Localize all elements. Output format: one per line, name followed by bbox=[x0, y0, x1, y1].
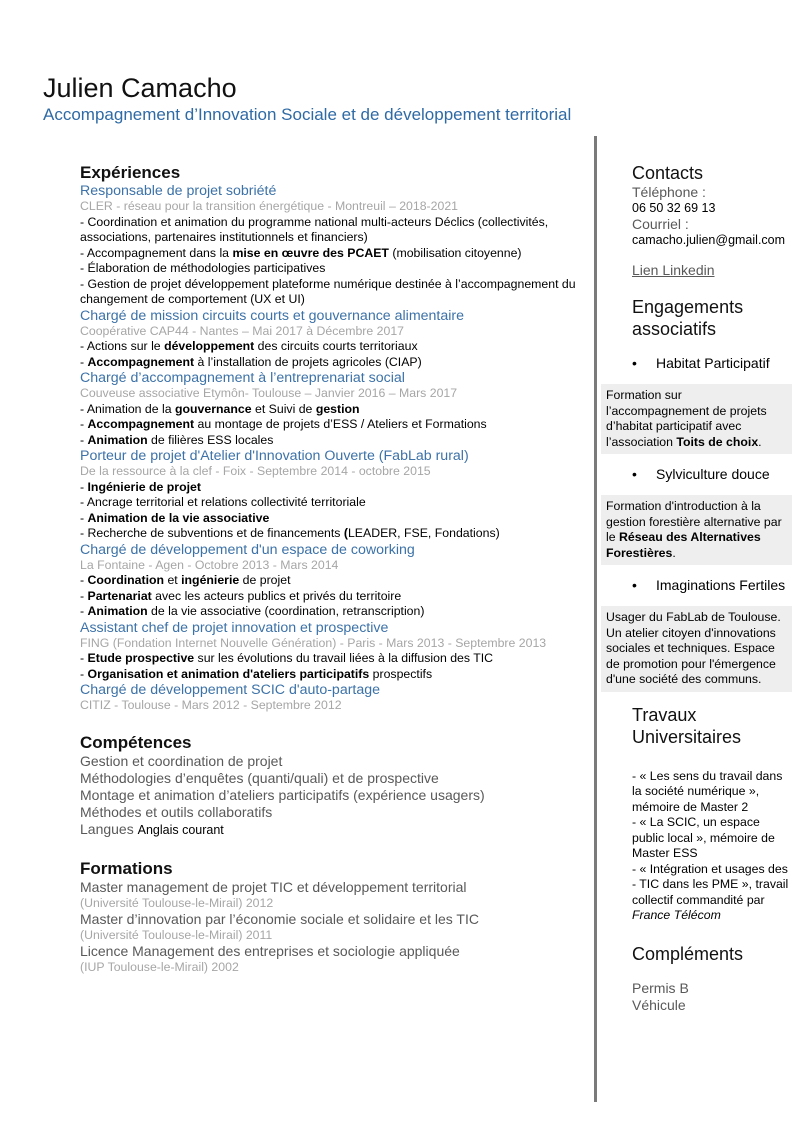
formation-name: Licence Management des entreprises et sociologie appliquée bbox=[80, 942, 460, 959]
travaux-item bbox=[632, 862, 792, 924]
engagement-description bbox=[601, 606, 792, 692]
text-run: de la vie associative (coordination, retranscription) bbox=[147, 604, 425, 618]
bold-text: ( bbox=[343, 526, 348, 540]
experience-item bbox=[80, 183, 580, 308]
bold-text: Animation bbox=[87, 604, 148, 618]
bullet-icon: • bbox=[632, 577, 637, 593]
experience-item bbox=[80, 448, 580, 542]
complement-item: Véhicule bbox=[632, 996, 686, 1013]
text-run: - bbox=[80, 417, 88, 431]
job-organization: Coopérative CAP44 - Nantes – Mai 2017 à Décembre 2017 bbox=[80, 323, 405, 338]
bold-text: gestion bbox=[315, 401, 360, 416]
text-run: - bbox=[80, 588, 88, 603]
text-run: Usager du FabLab de Toulouse. Un atelier citoyen d'innovations sociales et techniques. Espace de promotion pour l'émergence d'une société des communs. bbox=[606, 610, 781, 686]
experience-list bbox=[80, 183, 580, 714]
bold-text: Etude prospective bbox=[87, 651, 195, 665]
column-divider bbox=[594, 136, 597, 1102]
bold-text: Partenariat bbox=[87, 588, 152, 603]
languages-value: Anglais courant bbox=[137, 822, 224, 837]
text-run: - « La SCIC, un espace public local », mémoire de Master ESS bbox=[632, 815, 775, 860]
bold-text: Réseau des Alternatives Forestières bbox=[606, 530, 761, 560]
text-run: - bbox=[80, 666, 88, 681]
travaux-heading-line1: Travaux bbox=[632, 704, 697, 725]
formation-item bbox=[80, 879, 580, 911]
text-run: des circuits courts territoriaux bbox=[254, 339, 418, 353]
engagement-description bbox=[601, 495, 792, 565]
text-run: et bbox=[164, 573, 182, 587]
competence-item: Montage et animation d’ateliers participatifs (expérience usagers) bbox=[80, 786, 485, 803]
job-task bbox=[80, 495, 580, 511]
experience-item bbox=[80, 682, 580, 714]
job-organization: De la ressource à la clef - Foix - Septembre 2014 - octobre 2015 bbox=[80, 464, 431, 478]
text-run: - Gestion de projet développement plateforme numérique destinée à l’accompagnement du changement de comportement (UX et UI) bbox=[80, 276, 576, 306]
travaux-heading bbox=[601, 704, 794, 748]
job-title: Chargé d’accompagnement à l’entreprenariat social bbox=[80, 370, 405, 386]
formations-list bbox=[80, 879, 580, 975]
text-run: - « Intégration et usages des - TIC dans les PME », travail collectif commandité par bbox=[632, 861, 789, 907]
job-task bbox=[80, 339, 580, 355]
job-title: Assistant chef de projet innovation et prospective bbox=[80, 619, 389, 636]
job-organization: CITIZ - Toulouse - Mars 2012 - Septembre 2012 bbox=[80, 698, 342, 712]
job-task bbox=[80, 667, 580, 683]
travaux-heading-line2: Universitaires bbox=[632, 726, 742, 747]
job-organization: Couveuse associative Etymôn- Toulouse – Janvier 2016 – Mars 2017 bbox=[80, 386, 458, 400]
engagements-heading-line1: Engagements bbox=[632, 297, 744, 317]
text-run: - bbox=[80, 432, 88, 447]
bold-text: Accompagnement bbox=[87, 354, 195, 369]
text-run: à l’installation de projets agricoles (CIAP) bbox=[194, 354, 422, 369]
job-organization: La Fontaine - Agen - Octobre 2013 - Mars 2014 bbox=[80, 557, 339, 572]
job-tasks bbox=[80, 215, 580, 308]
job-task bbox=[80, 589, 580, 605]
job-title: Chargé de développement d'un espace de coworking bbox=[80, 541, 415, 558]
text-run: - Animation de la bbox=[80, 401, 176, 416]
bullet-icon: • bbox=[632, 355, 637, 371]
job-title: Chargé de développement SCIC d'auto-partage bbox=[80, 682, 381, 698]
text-run: . bbox=[758, 434, 762, 449]
languages-item bbox=[80, 821, 580, 839]
text-run: au montage de projets d’ESS / Ateliers et Formations bbox=[194, 417, 487, 431]
text-run: - bbox=[80, 510, 88, 525]
email-value[interactable]: camacho.julien@gmail.com bbox=[632, 233, 786, 247]
phone-label: Téléphone : bbox=[632, 184, 706, 200]
job-task bbox=[80, 511, 580, 527]
bold-text: ingénierie bbox=[181, 573, 240, 587]
text-run: de projet bbox=[239, 573, 291, 587]
job-task bbox=[80, 651, 580, 667]
bold-text: Ingénierie de projet bbox=[87, 479, 201, 494]
travaux-item bbox=[632, 769, 792, 816]
bold-text: Accompagnement bbox=[87, 417, 195, 431]
right-column bbox=[601, 162, 794, 1014]
text-run: LEADER, FSE, Fondations) bbox=[347, 526, 500, 540]
text-run: - bbox=[80, 479, 88, 494]
text-run: - bbox=[80, 651, 88, 665]
bold-text: développement bbox=[164, 339, 255, 353]
job-task bbox=[80, 246, 580, 262]
complements-heading: Compléments bbox=[632, 943, 744, 964]
formation-name: Master management de projet TIC et développement territorial bbox=[80, 878, 467, 895]
travaux-list bbox=[601, 769, 794, 924]
text-run: - bbox=[80, 354, 88, 369]
job-task bbox=[80, 573, 580, 589]
engagements-list bbox=[601, 354, 794, 692]
job-title: Chargé de mission circuits courts et gouvernance alimentaire bbox=[80, 307, 465, 324]
competence-item: Méthodes et outils collaboratifs bbox=[80, 803, 273, 820]
engagement-name: Habitat Participatif bbox=[656, 355, 770, 371]
text-run: - bbox=[80, 604, 88, 618]
formation-school: (IUP Toulouse-le-Mirail) 2002 bbox=[80, 959, 239, 974]
text-run: Formation d'introduction à la gestion forestière alternative par le bbox=[606, 499, 782, 544]
text-run: et Suivi de bbox=[251, 401, 316, 416]
experience-item bbox=[80, 542, 580, 620]
left-column bbox=[80, 163, 580, 975]
formation-school: (Université Toulouse-le-Mirail) 2011 bbox=[80, 927, 273, 942]
italic-text: France Télécom bbox=[632, 908, 721, 922]
job-title: Responsable de projet sobriété bbox=[80, 183, 277, 199]
headline: Accompagnement d’Innovation Sociale et de développement territorial bbox=[43, 105, 572, 124]
engagements-heading-line2: associatifs bbox=[632, 319, 717, 339]
competences-heading: Compétences bbox=[80, 732, 192, 752]
job-task bbox=[80, 277, 580, 308]
job-tasks bbox=[80, 402, 580, 449]
text-run: - bbox=[80, 573, 88, 587]
job-organization: CLER - réseau pour la transition énergétique - Montreuil – 2018-2021 bbox=[80, 199, 459, 213]
engagement-name: Imaginations Fertiles bbox=[656, 577, 786, 593]
engagement-description bbox=[601, 384, 792, 454]
text-run: prospectifs bbox=[369, 666, 433, 681]
text-run: sur les évolutions du travail liées à la diffusion des TIC bbox=[194, 651, 494, 665]
job-task bbox=[80, 215, 580, 246]
text-run: - « Les sens du travail dans la société numérique », mémoire de Master 2 bbox=[632, 768, 783, 814]
text-run: (mobilisation citoyenne) bbox=[388, 245, 522, 260]
job-task bbox=[80, 402, 580, 418]
experience-item bbox=[80, 308, 580, 371]
text-run: - Coordination et animation du programme national multi-acteurs Déclics (collectivités, associations, partenaires institutionnels et financiers) bbox=[80, 214, 549, 244]
competence-item: Méthodologies d’enquêtes (quanti/quali) et de prospective bbox=[80, 769, 439, 786]
job-tasks bbox=[80, 339, 580, 370]
bold-text: Organisation et animation d'ateliers participatifs bbox=[87, 666, 370, 681]
engagement-item bbox=[601, 465, 794, 483]
bold-text: gouvernance bbox=[175, 401, 252, 416]
bold-text: Animation bbox=[87, 432, 148, 447]
contacts-heading: Contacts bbox=[632, 163, 704, 183]
experience-item bbox=[80, 620, 580, 683]
experience-item bbox=[80, 370, 580, 448]
job-task bbox=[80, 526, 580, 542]
competences-list bbox=[80, 753, 580, 839]
text-run: - Élaboration de méthodologies participatives bbox=[80, 261, 326, 275]
text-run: - Actions sur le bbox=[80, 339, 165, 353]
job-task bbox=[80, 417, 580, 433]
complement-item: Permis B bbox=[632, 979, 689, 996]
engagement-name: Sylviculture douce bbox=[656, 466, 770, 482]
engagement-item bbox=[601, 354, 794, 372]
text-run: de filières ESS locales bbox=[147, 432, 274, 447]
formation-school: (Université Toulouse-le-Mirail) 2012 bbox=[80, 895, 274, 910]
job-task bbox=[80, 604, 580, 620]
job-task bbox=[80, 433, 580, 449]
text-run: avec les acteurs publics et privés du territoire bbox=[151, 588, 402, 603]
competence-item: Gestion et coordination de projet bbox=[80, 752, 283, 769]
travaux-item bbox=[632, 815, 792, 862]
text-run: - Accompagnement dans la bbox=[80, 245, 233, 260]
text-run: - Recherche de subventions et de financements bbox=[80, 526, 344, 540]
bold-text: mise en œuvre des PCAET bbox=[232, 245, 389, 260]
text-run: Formation sur l’accompagnement de projets d’habitat participatif avec l’association bbox=[606, 388, 767, 449]
phone-value: 06 50 32 69 13 bbox=[632, 201, 716, 215]
job-tasks bbox=[80, 651, 580, 682]
formation-item bbox=[80, 911, 580, 943]
candidate-name: Julien Camacho bbox=[43, 73, 237, 103]
complements-list bbox=[601, 980, 794, 1014]
job-organization: FING (Fondation Internet Nouvelle Génération) - Paris - Mars 2013 - Septembre 2013 bbox=[80, 635, 547, 650]
job-task bbox=[80, 480, 580, 496]
bold-text: Animation de la vie associative bbox=[87, 510, 270, 525]
job-tasks bbox=[80, 573, 580, 620]
formation-name: Master d’innovation par l’économie sociale et solidaire et les TIC bbox=[80, 910, 479, 927]
experiences-heading: Expériences bbox=[80, 163, 181, 182]
email-label: Courriel : bbox=[632, 216, 689, 232]
job-tasks bbox=[80, 480, 580, 542]
job-task bbox=[80, 355, 580, 371]
bold-text: Toits de choix bbox=[676, 434, 759, 449]
bold-text: Coordination bbox=[87, 573, 165, 587]
job-title: Porteur de projet d'Atelier d'Innovation Ouverte (FabLab rural) bbox=[80, 448, 469, 464]
formation-item bbox=[80, 943, 580, 975]
bullet-icon: • bbox=[632, 466, 637, 482]
text-run: - Ancrage territorial et relations collectivité territoriale bbox=[80, 495, 366, 509]
job-task bbox=[80, 261, 580, 277]
text-run: . bbox=[672, 545, 676, 560]
linkedin-link[interactable]: Lien Linkedin bbox=[632, 262, 715, 278]
engagements-heading bbox=[601, 296, 794, 340]
engagement-item bbox=[601, 576, 794, 594]
languages-label: Langues bbox=[80, 820, 134, 837]
formations-heading: Formations bbox=[80, 858, 173, 878]
